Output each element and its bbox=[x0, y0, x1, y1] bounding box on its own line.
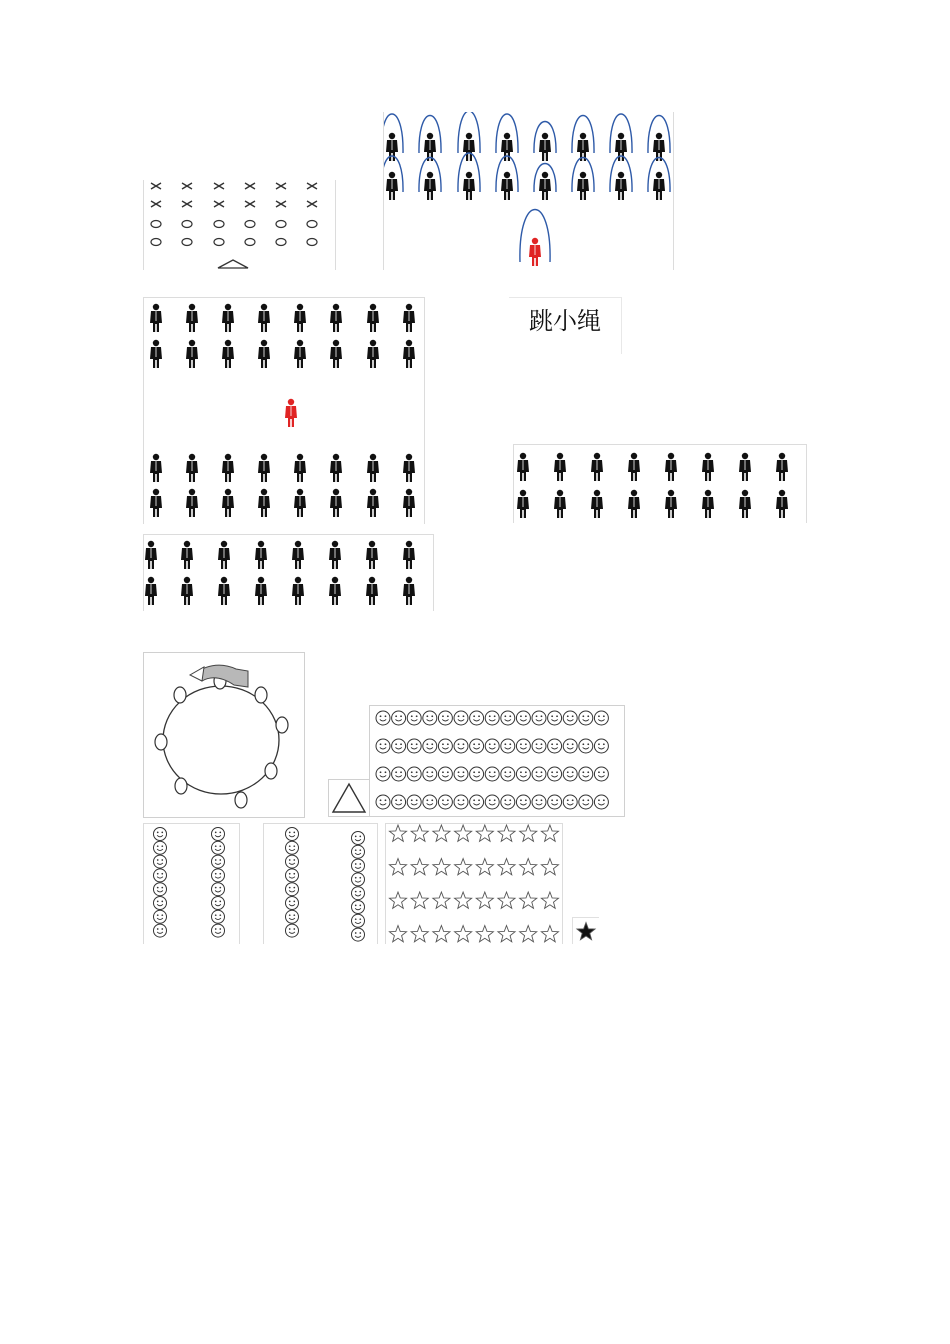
smiley-face-icon bbox=[532, 767, 546, 781]
two-row-formation-left bbox=[143, 534, 434, 611]
person-icon bbox=[367, 304, 379, 332]
person-icon bbox=[366, 577, 378, 605]
cross-mark-icon bbox=[214, 201, 224, 207]
person-icon bbox=[255, 541, 267, 569]
circle-mark-icon bbox=[151, 239, 161, 246]
smiley-face-icon bbox=[286, 828, 299, 841]
person-icon bbox=[424, 133, 436, 161]
circle-mark-icon bbox=[151, 221, 161, 228]
circle-mark-icon bbox=[276, 239, 286, 246]
smiley-face-icon bbox=[376, 711, 390, 725]
person-icon bbox=[403, 489, 415, 517]
person-icon bbox=[222, 340, 234, 368]
person-icon bbox=[150, 489, 162, 517]
smiley-face-icon bbox=[407, 711, 421, 725]
smiley-face-icon bbox=[532, 711, 546, 725]
smiley-face-icon bbox=[154, 883, 167, 896]
person-icon bbox=[181, 541, 193, 569]
smiley-face-icon bbox=[501, 739, 515, 753]
smiley-face-icon bbox=[516, 767, 530, 781]
smiley-face-icon bbox=[212, 883, 225, 896]
star-outline-icon bbox=[455, 825, 472, 841]
smiley-face-icon bbox=[501, 795, 515, 809]
smiley-face-icon bbox=[154, 869, 167, 882]
star-outline-icon bbox=[389, 926, 406, 942]
star-outline-icon bbox=[498, 926, 515, 942]
smiley-face-icon bbox=[154, 855, 167, 868]
smiley-face-icon bbox=[352, 901, 365, 914]
person-icon bbox=[628, 490, 640, 518]
star-outline-icon bbox=[498, 825, 515, 841]
person-icon bbox=[615, 133, 627, 161]
smiley-face-icon bbox=[438, 711, 452, 725]
person-icon bbox=[145, 577, 157, 605]
student-head-icon bbox=[174, 687, 186, 703]
cross-mark-icon bbox=[151, 183, 161, 189]
rope-skipping-title: 跳小绳 bbox=[509, 297, 622, 354]
person-icon bbox=[739, 453, 751, 481]
person-icon bbox=[463, 133, 475, 161]
cross-mark-icon bbox=[245, 201, 255, 207]
student-head-icon bbox=[155, 734, 167, 750]
person-icon bbox=[653, 172, 665, 200]
smiley-face-icon bbox=[407, 795, 421, 809]
cross-mark-icon bbox=[307, 183, 317, 189]
person-icon bbox=[539, 133, 551, 161]
person-icon bbox=[186, 489, 198, 517]
person-icon bbox=[367, 340, 379, 368]
person-icon bbox=[218, 577, 230, 605]
person-icon bbox=[294, 304, 306, 332]
star-outline-icon bbox=[520, 926, 537, 942]
person-icon bbox=[577, 172, 589, 200]
smiley-face-icon bbox=[352, 914, 365, 927]
smiley-face-icon bbox=[548, 795, 562, 809]
smiley-face-icon bbox=[423, 767, 437, 781]
star-outline-icon bbox=[389, 859, 406, 875]
smiley-face-icon bbox=[594, 767, 608, 781]
star-outline-icon bbox=[433, 926, 450, 942]
triangle-box bbox=[328, 779, 370, 817]
person-icon bbox=[615, 172, 627, 200]
smiley-face-icon bbox=[563, 767, 577, 781]
person-icon bbox=[653, 133, 665, 161]
smiley-face-icon bbox=[154, 910, 167, 923]
smiley-face-icon bbox=[154, 828, 167, 841]
smiley-face-icon bbox=[579, 767, 593, 781]
smiley-face-icon bbox=[286, 855, 299, 868]
smiley-face-icon bbox=[286, 910, 299, 923]
stars-grid-panel bbox=[385, 823, 563, 944]
smiley-face-icon bbox=[392, 767, 406, 781]
smiley-face-icon bbox=[594, 711, 608, 725]
rope-jump-formation-panel bbox=[383, 112, 674, 270]
smiley-face-icon bbox=[352, 859, 365, 872]
smiley-face-icon bbox=[212, 924, 225, 937]
person-icon bbox=[181, 577, 193, 605]
person-icon bbox=[150, 340, 162, 368]
smiley-face-icon bbox=[286, 897, 299, 910]
star-outline-icon bbox=[520, 859, 537, 875]
star-outline-icon bbox=[498, 892, 515, 908]
smiley-face-icon bbox=[594, 739, 608, 753]
smiley-face-icon bbox=[485, 739, 499, 753]
two-row-formation-right bbox=[513, 444, 807, 523]
star-outline-icon bbox=[433, 859, 450, 875]
star-outline-icon bbox=[455, 926, 472, 942]
smiley-face-icon bbox=[423, 795, 437, 809]
star-outline-icon bbox=[541, 892, 558, 908]
circle-mark-icon bbox=[214, 239, 224, 246]
smiley-face-icon bbox=[470, 767, 484, 781]
person-icon bbox=[255, 577, 267, 605]
cross-mark-icon bbox=[182, 201, 192, 207]
star-outline-icon bbox=[476, 825, 493, 841]
star-outline-icon bbox=[411, 859, 428, 875]
smiley-face-icon bbox=[563, 795, 577, 809]
student-head-icon bbox=[235, 792, 247, 808]
star-outline-icon bbox=[411, 926, 428, 942]
smiley-face-icon bbox=[438, 795, 452, 809]
person-icon bbox=[403, 340, 415, 368]
split-formation-panel bbox=[143, 297, 425, 524]
person-icon bbox=[577, 133, 589, 161]
person-icon bbox=[539, 172, 551, 200]
circle-mark-icon bbox=[182, 239, 192, 246]
person-icon bbox=[145, 541, 157, 569]
student-head-icon bbox=[276, 717, 288, 733]
smiley-face-icon bbox=[392, 795, 406, 809]
solid-star-box bbox=[572, 917, 599, 944]
cross-mark-icon bbox=[214, 183, 224, 189]
person-icon bbox=[258, 489, 270, 517]
smiley-face-icon bbox=[407, 739, 421, 753]
smiley-face-icon bbox=[548, 767, 562, 781]
person-icon bbox=[218, 541, 230, 569]
circle-mark-icon bbox=[182, 221, 192, 228]
cross-mark-icon bbox=[307, 201, 317, 207]
cross-mark-icon bbox=[151, 201, 161, 207]
teacher-icon bbox=[529, 238, 541, 266]
smiley-face-icon bbox=[438, 767, 452, 781]
person-icon bbox=[258, 454, 270, 482]
person-icon bbox=[292, 541, 304, 569]
circle-mark-icon bbox=[214, 221, 224, 228]
faces-grid-panel bbox=[369, 705, 625, 817]
star-solid-icon bbox=[577, 923, 595, 940]
person-icon bbox=[150, 454, 162, 482]
person-icon bbox=[294, 340, 306, 368]
person-icon bbox=[776, 453, 788, 481]
cross-mark-icon bbox=[182, 183, 192, 189]
smiley-face-icon bbox=[501, 767, 515, 781]
smiley-face-icon bbox=[352, 873, 365, 886]
smiley-face-icon bbox=[563, 739, 577, 753]
person-icon bbox=[186, 340, 198, 368]
person-icon bbox=[330, 454, 342, 482]
star-outline-icon bbox=[476, 892, 493, 908]
star-outline-icon bbox=[541, 859, 558, 875]
smiley-face-icon bbox=[212, 910, 225, 923]
smiley-face-icon bbox=[485, 767, 499, 781]
smiley-face-icon bbox=[532, 795, 546, 809]
smiley-face-icon bbox=[286, 883, 299, 896]
smiley-face-icon bbox=[454, 795, 468, 809]
smiley-face-icon bbox=[594, 795, 608, 809]
star-outline-icon bbox=[411, 825, 428, 841]
triangle-icon bbox=[218, 260, 248, 268]
person-icon bbox=[330, 489, 342, 517]
person-icon bbox=[665, 490, 677, 518]
smiley-face-icon bbox=[286, 841, 299, 854]
face-columns-panel-a bbox=[143, 823, 240, 944]
smiley-face-icon bbox=[407, 767, 421, 781]
smiley-face-icon bbox=[470, 795, 484, 809]
star-outline-icon bbox=[433, 825, 450, 841]
circle-mark-icon bbox=[307, 221, 317, 228]
person-icon bbox=[222, 304, 234, 332]
person-icon bbox=[367, 454, 379, 482]
xo-formation-panel bbox=[143, 180, 336, 270]
smiley-face-icon bbox=[376, 739, 390, 753]
smiley-face-icon bbox=[154, 924, 167, 937]
smiley-face-icon bbox=[532, 739, 546, 753]
star-outline-icon bbox=[433, 892, 450, 908]
smiley-face-icon bbox=[352, 928, 365, 941]
person-icon bbox=[591, 453, 603, 481]
person-icon bbox=[186, 454, 198, 482]
person-icon bbox=[702, 490, 714, 518]
person-icon bbox=[294, 454, 306, 482]
student-head-icon bbox=[175, 778, 187, 794]
person-icon bbox=[386, 133, 398, 161]
person-icon bbox=[591, 490, 603, 518]
person-icon bbox=[292, 577, 304, 605]
triangle-icon bbox=[333, 784, 365, 812]
smiley-face-icon bbox=[579, 739, 593, 753]
smiley-face-icon bbox=[501, 711, 515, 725]
smiley-face-icon bbox=[212, 869, 225, 882]
smiley-face-icon bbox=[392, 739, 406, 753]
smiley-face-icon bbox=[516, 795, 530, 809]
person-icon bbox=[739, 490, 751, 518]
person-icon bbox=[403, 304, 415, 332]
smiley-face-icon bbox=[212, 828, 225, 841]
person-icon bbox=[463, 172, 475, 200]
star-outline-icon bbox=[455, 859, 472, 875]
star-outline-icon bbox=[411, 892, 428, 908]
cross-mark-icon bbox=[276, 201, 286, 207]
star-outline-icon bbox=[520, 825, 537, 841]
smiley-face-icon bbox=[376, 795, 390, 809]
smiley-face-icon bbox=[454, 739, 468, 753]
face-columns-panel-b bbox=[263, 823, 378, 944]
smiley-face-icon bbox=[423, 739, 437, 753]
smiley-face-icon bbox=[376, 767, 390, 781]
star-outline-icon bbox=[455, 892, 472, 908]
person-icon bbox=[665, 453, 677, 481]
star-outline-icon bbox=[389, 825, 406, 841]
smiley-face-icon bbox=[352, 845, 365, 858]
person-icon bbox=[294, 489, 306, 517]
smiley-face-icon bbox=[154, 841, 167, 854]
person-icon bbox=[702, 453, 714, 481]
smiley-face-icon bbox=[516, 739, 530, 753]
smiley-face-icon bbox=[454, 767, 468, 781]
smiley-face-icon bbox=[392, 711, 406, 725]
person-icon bbox=[329, 577, 341, 605]
person-icon bbox=[424, 172, 436, 200]
person-icon bbox=[403, 454, 415, 482]
person-icon bbox=[258, 340, 270, 368]
person-icon bbox=[330, 340, 342, 368]
star-outline-icon bbox=[476, 859, 493, 875]
smiley-face-icon bbox=[352, 832, 365, 845]
person-icon bbox=[330, 304, 342, 332]
person-icon bbox=[517, 453, 529, 481]
cross-mark-icon bbox=[245, 183, 255, 189]
circle-mark-icon bbox=[245, 239, 255, 246]
star-outline-icon bbox=[389, 892, 406, 908]
star-outline-icon bbox=[498, 859, 515, 875]
smiley-face-icon bbox=[548, 711, 562, 725]
person-icon bbox=[222, 489, 234, 517]
star-outline-icon bbox=[476, 926, 493, 942]
smiley-face-icon bbox=[423, 711, 437, 725]
person-icon bbox=[501, 133, 513, 161]
person-icon bbox=[776, 490, 788, 518]
person-icon bbox=[150, 304, 162, 332]
person-icon bbox=[222, 454, 234, 482]
circle-mark-icon bbox=[245, 221, 255, 228]
smiley-face-icon bbox=[470, 739, 484, 753]
cross-mark-icon bbox=[276, 183, 286, 189]
smiley-face-icon bbox=[579, 795, 593, 809]
smiley-face-icon bbox=[470, 711, 484, 725]
person-icon bbox=[517, 490, 529, 518]
smiley-face-icon bbox=[212, 897, 225, 910]
student-head-icon bbox=[255, 687, 267, 703]
star-outline-icon bbox=[541, 825, 558, 841]
student-head-icon bbox=[265, 763, 277, 779]
star-outline-icon bbox=[541, 926, 558, 942]
smiley-face-icon bbox=[454, 711, 468, 725]
circle-mark-icon bbox=[307, 239, 317, 246]
person-icon bbox=[186, 304, 198, 332]
person-icon bbox=[386, 172, 398, 200]
circle-formation-panel bbox=[143, 652, 305, 818]
smiley-face-icon bbox=[438, 739, 452, 753]
smiley-face-icon bbox=[212, 855, 225, 868]
teacher-icon bbox=[285, 399, 297, 427]
smiley-face-icon bbox=[485, 711, 499, 725]
person-icon bbox=[366, 541, 378, 569]
smiley-face-icon bbox=[212, 841, 225, 854]
smiley-face-icon bbox=[548, 739, 562, 753]
person-icon bbox=[403, 541, 415, 569]
smiley-face-icon bbox=[286, 924, 299, 937]
person-icon bbox=[554, 490, 566, 518]
smiley-face-icon bbox=[485, 795, 499, 809]
smiley-face-icon bbox=[286, 869, 299, 882]
person-icon bbox=[628, 453, 640, 481]
smiley-face-icon bbox=[352, 887, 365, 900]
smiley-face-icon bbox=[154, 897, 167, 910]
person-icon bbox=[554, 453, 566, 481]
smiley-face-icon bbox=[579, 711, 593, 725]
circle-mark-icon bbox=[276, 221, 286, 228]
smiley-face-icon bbox=[563, 711, 577, 725]
person-icon bbox=[501, 172, 513, 200]
person-icon bbox=[329, 541, 341, 569]
star-outline-icon bbox=[520, 892, 537, 908]
person-icon bbox=[403, 577, 415, 605]
smiley-face-icon bbox=[516, 711, 530, 725]
person-icon bbox=[258, 304, 270, 332]
person-icon bbox=[367, 489, 379, 517]
